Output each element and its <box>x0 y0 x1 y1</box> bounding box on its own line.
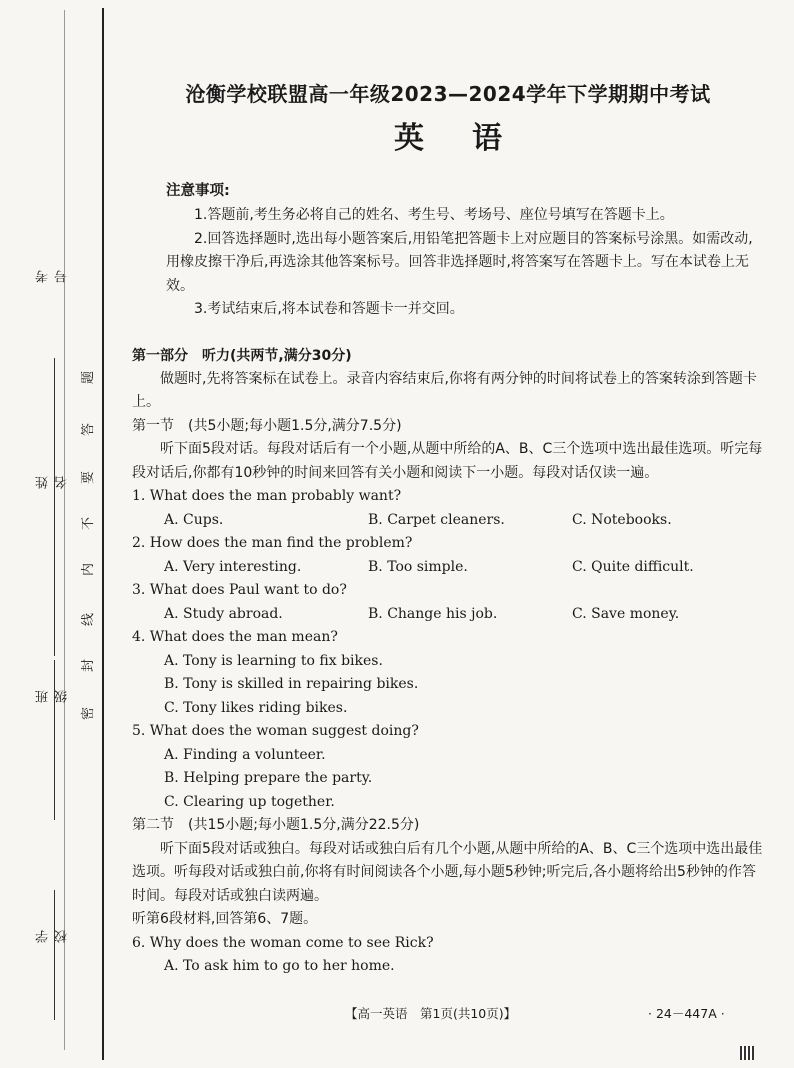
cut-line <box>64 10 65 1050</box>
options-row <box>132 556 764 580</box>
question-6-option-a[interactable]: A. To ask him to go to her home. <box>164 958 395 974</box>
qr-code-icon <box>740 1046 754 1060</box>
options-row <box>132 603 764 627</box>
class-blank[interactable] <box>54 660 55 820</box>
question-6-stem: 6. Why does the woman come to see Rick? <box>132 934 434 951</box>
notice-heading: 注意事项: <box>166 183 230 199</box>
notice-item: 3.考试结束后,将本试卷和答题卡一并交回。 <box>194 301 464 317</box>
seal-char-5: 内 <box>81 562 97 577</box>
seal-char-8: 密 <box>81 706 97 721</box>
school-blank[interactable] <box>54 890 55 1020</box>
option-a[interactable]: A. Tony is learning to fix bikes. <box>164 652 383 669</box>
option-c[interactable]: C. Quite difficult. <box>572 558 694 575</box>
question-stem: 3. What does Paul want to do? <box>132 582 347 598</box>
subject-title: 英语 <box>394 121 550 156</box>
option-b[interactable]: B. Too simple. <box>368 558 468 575</box>
question-stem: 5. What does the woman suggest doing? <box>132 723 419 739</box>
name-blank[interactable] <box>54 446 55 656</box>
section2-heading: 第二节 (共15小题;每小题1.5分,满分22.5分) <box>132 817 420 833</box>
seal-char-7: 封 <box>81 658 97 673</box>
option-b[interactable]: B. Tony is skilled in repairing bikes. <box>164 676 419 692</box>
binding-line <box>102 8 104 1060</box>
name-label: 姓名 <box>36 476 70 489</box>
section1-heading: 第一节 (共5小题;每小题1.5分,满分7.5分) <box>132 417 402 434</box>
question-stem: 4. What does the man mean? <box>132 629 338 645</box>
page-number: 【高一英语 第1页(共10页)】 <box>345 1006 517 1021</box>
option-b[interactable]: B. Change his job. <box>368 605 498 622</box>
option-b[interactable]: B. Carpet cleaners. <box>368 511 505 528</box>
section1-intro: 听下面5段对话。每段对话后有一个小题,从题中所给的A、B、C三个选项中选出最佳选项。听完每段对话后,你都有10秒钟的时间来回答有关小题和阅读下一小题。每段对话仅读一遍。 <box>132 441 763 481</box>
seal-char-4: 不 <box>81 516 97 531</box>
options-row <box>132 509 764 533</box>
option-c[interactable]: C. Tony likes riding bikes. <box>164 699 348 716</box>
page-footer <box>0 1004 794 1024</box>
option-a[interactable]: A. Study abroad. <box>164 605 283 622</box>
exam-page <box>132 78 764 979</box>
paper-code: · 24－447A · <box>648 1006 725 1021</box>
option-a[interactable]: A. Cups. <box>164 511 224 528</box>
seal-char-2: 答 <box>81 422 97 437</box>
question-4 <box>132 626 764 720</box>
option-c[interactable]: C. Save money. <box>572 605 680 622</box>
part1-heading: 第一部分 听力(共两节,满分30分) <box>132 347 352 364</box>
binding-margin <box>0 0 112 1068</box>
question-3 <box>132 579 764 626</box>
part1-intro: 做题时,先将答案标在试卷上。录音内容结束后,你将有两分钟的时间将试卷上的答案转涂到答题卡上。 <box>132 370 757 410</box>
section2-intro: 听下面5段对话或独白。每段对话或独白后有几个小题,从题中所给的A、B、C三个选项中选出最佳选项。听每段对话或独白前,你将有时间阅读各个小题,每小题5秒钟;听完后,各小题将给出5秒钟的作答时间。每段对话或独白读两遍。 <box>132 840 763 904</box>
question-2 <box>132 532 764 579</box>
class-label: 班级 <box>36 690 70 703</box>
option-c[interactable]: C. Notebooks. <box>572 511 672 528</box>
option-b[interactable]: B. Helping prepare the party. <box>164 770 373 786</box>
seal-char-1: 题 <box>81 370 97 385</box>
question-5 <box>132 720 764 814</box>
notice-item: 1.答题前,考生务必将自己的姓名、考生号、考场号、座位号填写在答题卡上。 <box>194 207 674 223</box>
exam-number-label: 考号 <box>36 270 70 283</box>
question-stem: 1. What does the man probably want? <box>132 488 402 504</box>
seal-char-3: 要 <box>81 470 97 485</box>
option-c[interactable]: C. Clearing up together. <box>164 793 335 810</box>
material-instruction: 听第6段材料,回答第6、7题。 <box>132 911 318 927</box>
notice-item: 2.回答选择题时,选出每小题答案后,用铅笔把答题卡上对应题目的答案标号涂黑。如需改动,用橡皮擦干净后,再选涂其他答案标号。回答非选择题时,将答案写在答题卡上。写在本试卷上无效。 <box>166 230 753 294</box>
exam-title: 沧衡学校联盟高一年级2023—2024学年下学期期中考试 <box>185 82 711 106</box>
seal-char-6: 线 <box>81 612 97 627</box>
question-stem: 2. How does the man find the problem? <box>132 535 413 551</box>
question-1 <box>132 485 764 532</box>
notice-block <box>132 204 764 322</box>
school-label: 学校 <box>36 930 70 943</box>
option-a[interactable]: A. Very interesting. <box>164 558 302 575</box>
option-a[interactable]: A. Finding a volunteer. <box>164 746 326 763</box>
